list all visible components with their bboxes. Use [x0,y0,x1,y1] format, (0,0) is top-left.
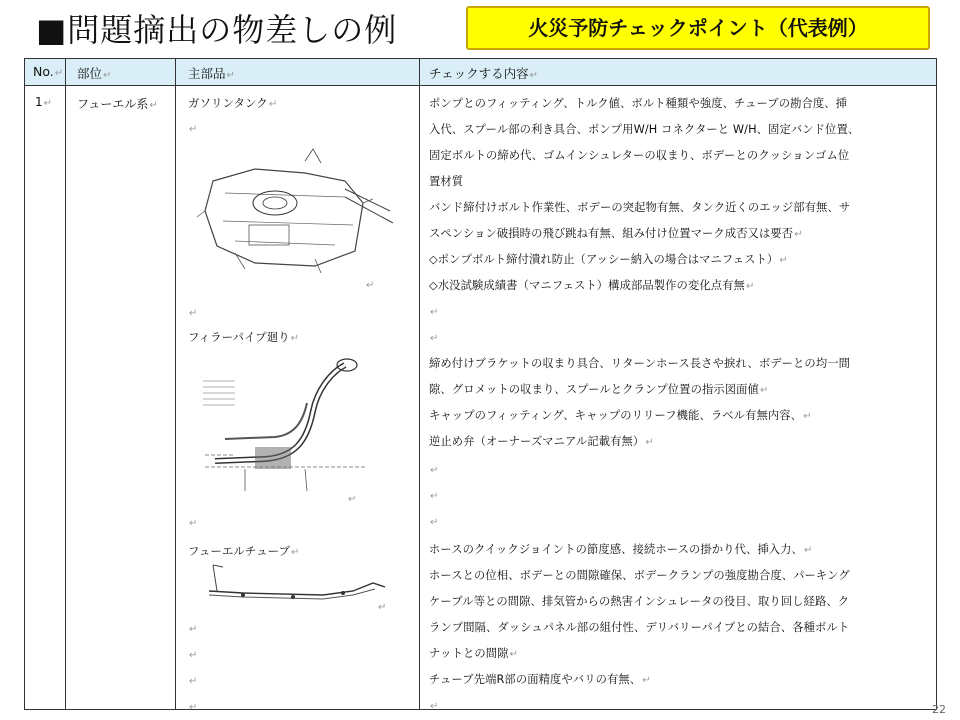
filler-pipe-diagram [195,351,375,501]
component-fuel-tube: フューエルチューブ↵ [188,544,300,558]
component-filler-pipe: フィラーパイプ廻り↵ [188,330,300,344]
check-line: ↵ [430,465,439,476]
paragraph-mark: ↵ [189,702,198,710]
column-divider [419,59,420,709]
check-line: ↵ [430,517,439,528]
check-line: ナットとの間隙↵ [429,647,519,660]
column-divider [65,59,66,709]
check-line: チューブ先端R部の面精度やバリの有無、↵ [429,673,651,686]
row-part: フューエル系↵ [77,97,158,111]
check-line: ◇水没試験成績書（マニフェスト）構成部品製作の変化点有無↵ [429,279,755,292]
check-line: ↵ [430,307,439,318]
paragraph-mark: ↵ [189,624,198,635]
check-table [24,58,937,710]
column-divider [175,59,176,709]
row-number: 1↵ [35,95,53,109]
paragraph-mark: ↵ [348,494,357,505]
header-component: 主部品↵ [188,66,235,81]
slide-title: ■問題摘出の物差しの例 [36,11,398,49]
check-line: キャップのフィッティング、キャップのリリーフ機能、ラベル有無内容、↵ [429,409,812,422]
check-line: 逆止め弁（オーナーズマニアル記載有無）↵ [429,435,654,448]
page-number: 22 [932,703,946,716]
paragraph-mark: ↵ [189,676,198,687]
check-line: ↵ [430,701,439,710]
topic-badge: 火災予防チェックポイント（代表例） [466,6,930,50]
paragraph-mark: ↵ [189,308,198,319]
check-line: ランプ間隔、ダッシュパネル部の組付性、デリバリーパイプとの結合、各種ボルト [429,621,850,634]
gas-tank-diagram [195,141,395,291]
paragraph-mark: ↵ [189,650,198,661]
check-line: 置材質 [429,175,464,188]
check-line: 入代、スプール部の利き具合、ポンプ用W/H コネクターと W/H、固定バンド位置、 [429,123,860,136]
table-header-row [25,59,936,86]
paragraph-mark: ↵ [189,518,198,529]
check-line: ↵ [430,491,439,502]
header-content: チェックする内容↵ [429,66,539,81]
header-no: No.↵ [33,64,64,79]
check-line: ポンプとのフィッティング、トルク値、ボルト種類や強度、チューブの勘合度、挿 [429,97,848,110]
check-line: 締め付けブラケットの収まり具合、リターンホース長さや捩れ、ボデーとの均一間 [429,357,851,370]
check-line: 隙、グロメットの収まり、スプールとクランプ位置の指示図面値↵ [429,383,769,396]
header-part: 部位↵ [77,66,112,81]
paragraph-mark: ↵ [366,280,375,291]
check-line: スペンション破損時の飛び跳ね有無、組み付け位置マーク成否又は要否↵ [429,227,803,240]
check-line: 固定ボルトの締め代、ゴムインシュレターの収まり、ボデーとのクッションゴム位 [429,149,850,162]
check-line: バンド締付けボルト作業性、ボデーの突起物有無、タンク近くのエッジ部有無、サ [429,201,851,214]
check-line: ホースのクイックジョイントの節度感、接続ホースの掛かり代、挿入力、↵ [429,543,813,556]
component-gas-tank: ガソリンタンク↵ [188,96,278,110]
check-line: ◇ポンプボルト締付潰れ防止（アッシー納入の場合はマニフェスト）↵ [429,253,788,266]
paragraph-mark: ↵ [189,124,198,135]
paragraph-mark: ↵ [378,602,387,613]
check-line: ホースとの位相、ボデーとの間隙確保、ボデークランプの強度勘合度、パーキング [429,569,850,582]
fuel-tube-diagram [203,561,393,609]
check-line: ↵ [430,333,439,344]
check-line: ケーブル等との間隙、排気管からの熱害インシュレータの役目、取り回し経路、ク [429,595,850,608]
